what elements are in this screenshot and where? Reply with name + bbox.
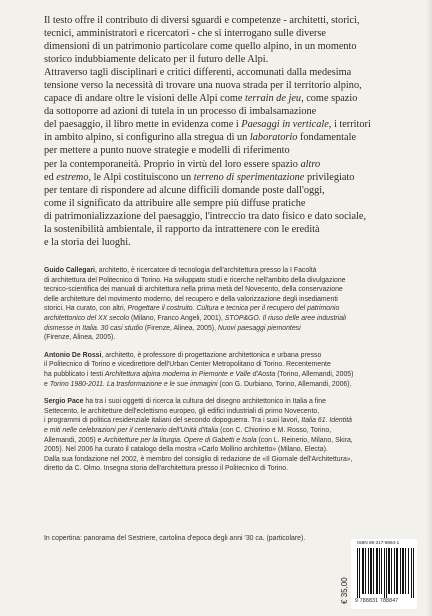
author-bios: [44, 266, 404, 482]
bio-line: dismesse in Italia. 30 casi studio (Firenze, Alinea, 2005), Nuovi paesaggi piemontesi: [44, 324, 301, 332]
barcode-icon: [357, 548, 415, 598]
intro-line: del paesaggio, il libro mette in evidenza come i Paesaggi in verticale, i territori: [44, 119, 371, 131]
bio-line: il Politecnico di Torino e vicedirettore dell'Urban Center Metropolitano di Torino. Recentemente: [44, 361, 331, 369]
bio-line: Dalla sua fondazione nel 2002, è membro del consiglio di redazione de «Il Giornale dell'Architettura»,: [44, 455, 353, 463]
intro-line: da sottoporre ad azioni di tutela in un processo di imbalsamazione: [44, 106, 317, 118]
intro-line: per mettere a punto nuove strategie e modelli di riferimento: [44, 145, 290, 157]
cover-credit: In copertina: panorama del Sestriere, cartolina d'epoca degli anni '30 ca. (particolare).: [44, 535, 306, 542]
intro-line: tecnici, amministratori e ricercatori - che si interrogano sulle diverse: [44, 28, 326, 40]
bio-line: ha pubblicato i testi Architettura alpina moderna in Piemonte e Valle d'Aosta (Torino, Allemandi, 2005): [44, 370, 354, 378]
bio-line: (Firenze, Alinea, 2005).: [44, 334, 116, 342]
intro-line: Il testo offre il contributo di diversi sguardi e competenze - architetti, storici,: [44, 15, 360, 26]
bio-line: e miti nelle celebrazioni per il centenario dell'Unità d'Italia (con C. Chiorino e M. Rosso, Torino,: [44, 426, 332, 434]
intro-line: la sostenibilità ambientale, il rapporto da intrattenere con le eredità: [44, 223, 320, 235]
bio-line: Settecento, le architetture dell'eclettismo europeo, gli edifici industriali di primo Novecento,: [44, 407, 320, 415]
bio-line: storici. Ha curato, con altri, Progettare il costruito. Cultura e tecnica per il recupero del patrimonio: [44, 305, 340, 313]
bio-de-rossi: [44, 351, 404, 389]
intro-line: dimensioni di un patrimonio particolare come quello alpino, in un momento: [44, 41, 357, 53]
price-label: € 35,00: [340, 577, 349, 604]
intro-line: ed estremo, le Alpi costituiscono un terreno di sperimentazione privilegiato: [44, 171, 355, 183]
bio-line: Antonio De Rossi, architetto, è professore di progettazione architettonica e urbana presso: [44, 351, 322, 359]
bio-line: Allemandi, 2005) e Architetture per la liturgia. Opere di Gabetti e Isola (con L. Reinerio, Milano, Skira,: [44, 436, 353, 444]
intro-text: [44, 14, 406, 249]
intro-line: di patrimonializzazione del paesaggio, l'intreccio tra dato fisico e dato sociale,: [44, 210, 367, 222]
bio-line: delle architetture del movimento moderno, del recupero e della valorizzazione degli insediamenti: [44, 295, 338, 303]
bio-line: i programmi di politica residenziale italiani del secondo dopoguerra. Tra i suoi lavori, Italia 61. Identità: [44, 417, 352, 425]
intro-line: storico indubbiamente delicato per il futuro delle Alpi.: [44, 54, 269, 66]
bio-pace: [44, 397, 404, 474]
author-name: Guido Callegari: [44, 267, 95, 274]
bio-line: architettonico del XX secolo (Milano, Franco Angeli, 2001), STOP&GO. Il riuso delle aree industriali: [44, 314, 347, 322]
isbn-label: ISBN 88-317-8884-1: [357, 540, 400, 545]
intro-line: capace di andare oltre le visioni delle Alpi come terrain de jeu, come spazio: [44, 93, 358, 105]
bio-line: diretto da C. Olmo. Insegna storia dell'architettura presso il Politecnico di Torino.: [44, 465, 289, 473]
bio-line: di architettura del Politecnico di Torino. Ha sviluppato studi e ricerche nell'ambito della divulgazione: [44, 276, 346, 284]
intro-line: per la contemporaneità. Proprio in virtù del loro essere spazio altro: [44, 158, 321, 170]
author-name: Sergio Pace: [44, 398, 84, 406]
bio-callegari: [44, 266, 404, 343]
page-edge: [426, 0, 432, 616]
intro-line: tensione verso la necessità di trovare una nuova strada per il territorio alpino,: [44, 80, 362, 92]
bio-line: tecnico-scientifica dei manuali di architettura nella prima metà del Novecento, della conservazione: [44, 286, 343, 294]
bio-line: 2005). Nel 2006 ha curato il catalogo della mostra «Carlo Mollino architetto» (Milano, Electa).: [44, 446, 328, 454]
bio-line: Guido Callegari, architetto, è ricercatore di tecnologia dell'architettura presso la I Facoltà: [44, 267, 317, 274]
intro-line: come il significato da attribuire alle sempre più diffuse pratiche: [44, 197, 306, 209]
author-name: Antonio De Rossi: [44, 351, 102, 359]
bio-line: Sergio Pace ha tra i suoi oggetti di ricerca la cultura del disegno architettonico in Italia a fine: [44, 398, 326, 406]
intro-line: Attraverso tagli disciplinari e critici differenti, accomunati dalla medesima: [44, 67, 352, 79]
intro-line: e la storia dei luoghi.: [44, 236, 131, 248]
isbn-number: 9 788831 788847: [355, 598, 399, 604]
bio-line: e Torino 1980-2011. La trasformazione e le sue immagini (con G. Durbiano, Torino, Allemandi, 2006).: [44, 380, 352, 388]
intro-line: per tentare di rispondere ad alcune difficili domande poste dall'oggi,: [44, 184, 325, 196]
intro-line: in ambito alpino, si configurino alla stregua di un laboratorio fondamentale: [44, 132, 357, 144]
